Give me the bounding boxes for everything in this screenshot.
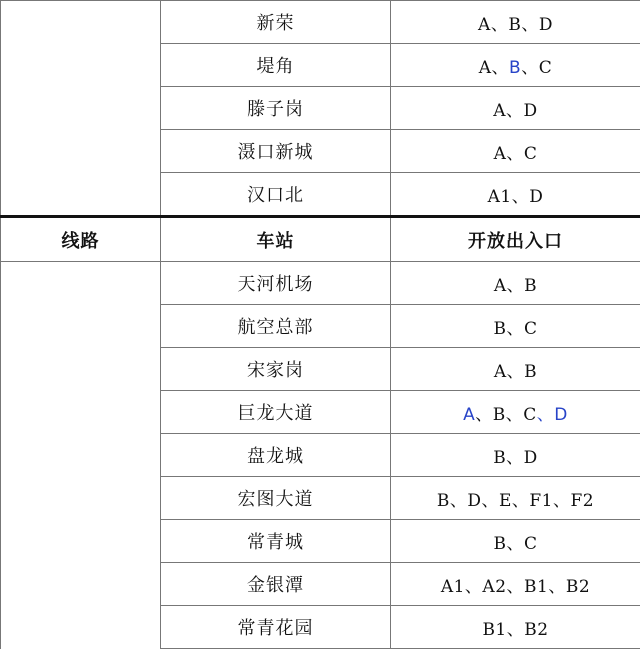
gate-label: A、: [478, 57, 510, 78]
gates-cell: [391, 606, 640, 649]
gate-label: B、C: [493, 318, 538, 339]
gate-label: B、D: [493, 447, 538, 468]
table-header-row: [1, 217, 640, 262]
gates-cell: [391, 44, 640, 87]
gates-cell: [391, 305, 640, 348]
station-cell: 常青花园: [161, 606, 391, 649]
gates-cell: [391, 173, 640, 217]
gate-label: A、B、D: [478, 14, 553, 35]
gates-cell: [391, 391, 640, 434]
station-cell: 堤角: [161, 44, 391, 87]
table-header-section: [1, 217, 640, 262]
gate-label: B、C: [493, 533, 538, 554]
gate-label: A、D: [493, 100, 538, 121]
station-cell: 汉口北: [161, 173, 391, 217]
table-row: [1, 1, 640, 44]
gate-label: A1、D: [487, 186, 544, 207]
gate-label: 、D: [536, 404, 568, 425]
station-cell: 宏图大道: [161, 477, 391, 520]
gate-label: B、D、E、F1、F2: [436, 490, 595, 511]
gate-label: A: [463, 404, 476, 425]
station-cell: 滠口新城: [161, 130, 391, 173]
gates-cell: [391, 434, 640, 477]
station-cell: 天河机场: [161, 262, 391, 305]
header-line: 线路: [1, 217, 161, 262]
station-cell: 滕子岗: [161, 87, 391, 130]
line-cell: [1, 1, 161, 217]
header-gates: 开放出入口: [391, 217, 640, 262]
gates-cell: [391, 130, 640, 173]
station-cell: 巨龙大道: [161, 391, 391, 434]
gates-cell: [391, 262, 640, 305]
gate-label: A、C: [493, 143, 538, 164]
station-cell: 盘龙城: [161, 434, 391, 477]
gates-cell: [391, 1, 640, 44]
gates-cell: [391, 520, 640, 563]
gate-label: B1、B2: [482, 619, 549, 640]
table-row: [1, 262, 640, 305]
gate-label: A、B: [493, 361, 538, 382]
gates-cell: [391, 348, 640, 391]
gate-label: 、C: [521, 57, 553, 78]
gates-cell: [391, 563, 640, 606]
station-cell: 航空总部: [161, 305, 391, 348]
header-station: 车站: [161, 217, 391, 262]
table-section-bottom: [1, 262, 640, 649]
station-cell: 常青城: [161, 520, 391, 563]
line-cell: [1, 262, 161, 649]
table-section-top: [1, 1, 640, 217]
station-cell: 宋家岗: [161, 348, 391, 391]
station-cell: 新荣: [161, 1, 391, 44]
station-cell: 金银潭: [161, 563, 391, 606]
gate-label: 、B、C: [475, 404, 537, 425]
gate-label: A、B: [493, 275, 538, 296]
gate-label: B: [509, 57, 522, 78]
gates-cell: [391, 87, 640, 130]
gate-label: A1、A2、B1、B2: [440, 576, 591, 597]
gates-cell: [391, 477, 640, 520]
